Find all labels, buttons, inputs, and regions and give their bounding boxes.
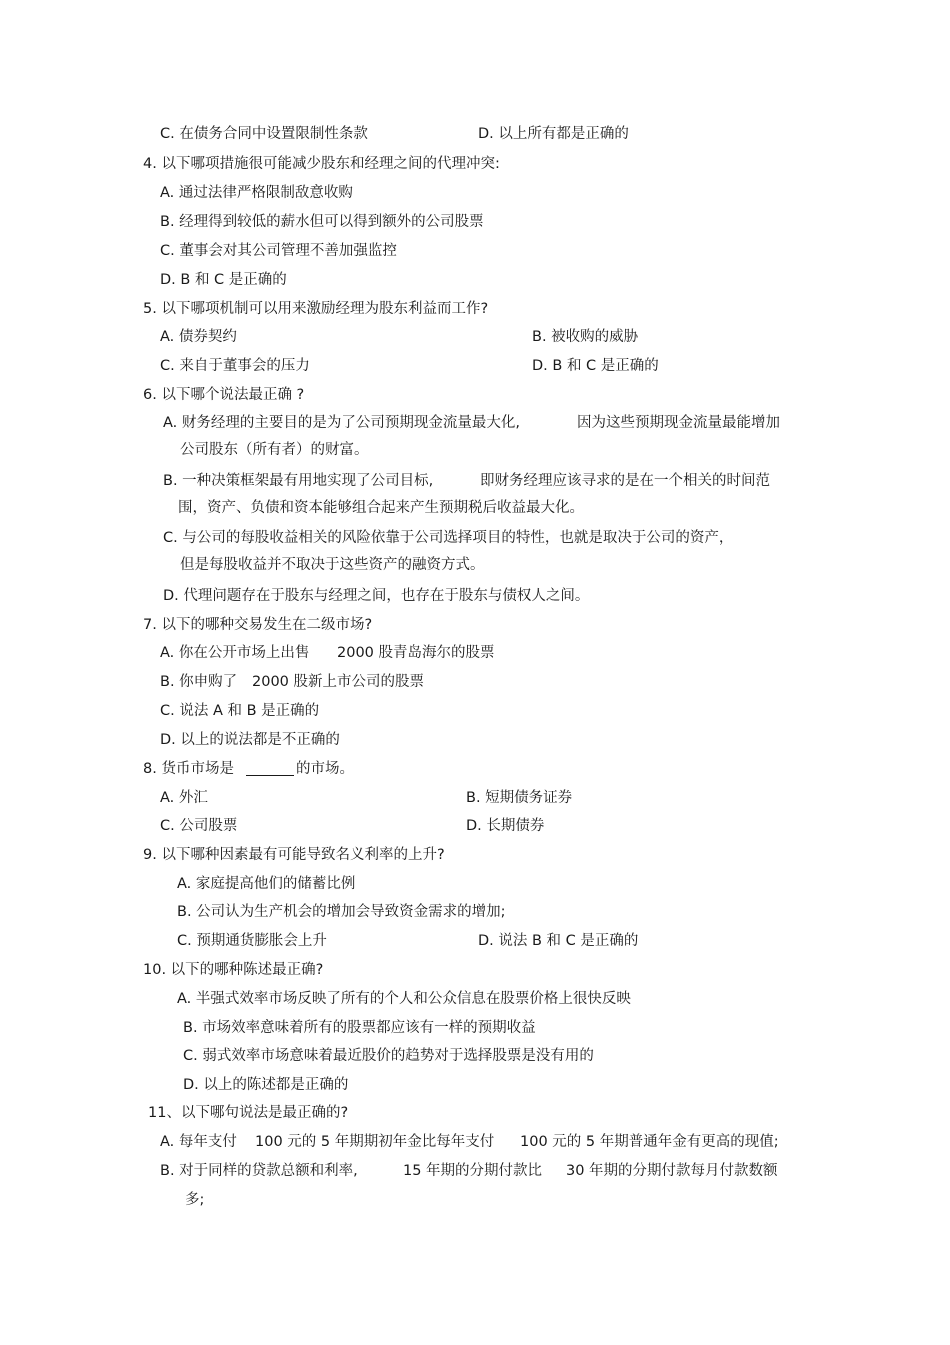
answer-blank	[246, 775, 294, 776]
option-10a: A. 半强式效率市场反映了所有的个人和公众信息在股票价格上很快反映	[177, 991, 631, 1007]
question-6: 6. 以下哪个说法最正确 ?	[143, 387, 305, 403]
option-10c: C. 弱式效率市场意味着最近股价的趋势对于选择股票是没有用的	[183, 1048, 594, 1064]
option-9a: A. 家庭提高他们的储蓄比例	[177, 876, 356, 892]
option-11b-cont2: 30 年期的分期付款每月付款数额	[566, 1163, 778, 1179]
option-11a-cont1: 100 元的 5 年期期初年金比每年支付	[255, 1134, 495, 1150]
option-5b: B. 被收购的威胁	[532, 329, 639, 345]
option-6a-line1-cont: 因为这些预期现金流量最能增加	[577, 415, 780, 431]
option-8c: C. 公司股票	[160, 818, 238, 834]
option-9c: C. 预期通货膨胀会上升	[177, 933, 327, 949]
option-6b-line1-cont: 即财务经理应该寻求的是在一个相关的时间范	[480, 473, 770, 489]
option-7b: B. 你申购了	[160, 674, 238, 690]
option-11b: B. 对于同样的贷款总额和利率,	[160, 1163, 358, 1179]
question-8: 8. 货币市场是	[143, 761, 234, 777]
option-7a: A. 你在公开市场上出售	[160, 645, 310, 661]
option-6a-line2: 公司股东（所有者）的财富。	[180, 442, 369, 458]
option-6b-line1: B. 一种决策框架最有用地实现了公司目标,	[163, 473, 434, 489]
option-7c: C. 说法 A 和 B 是正确的	[160, 703, 320, 719]
option-11b-line2: 多;	[185, 1192, 205, 1208]
option-5c: C. 来自于董事会的压力	[160, 358, 310, 374]
option-7b-cont: 2000 股新上市公司的股票	[252, 674, 425, 690]
option-3c: C. 在债务合同中设置限制性条款	[160, 126, 368, 142]
option-8d: D. 长期债券	[466, 818, 545, 834]
option-7d: D. 以上的说法都是不正确的	[160, 732, 340, 748]
question-4: 4. 以下哪项措施很可能减少股东和经理之间的代理冲突:	[143, 156, 500, 172]
option-11a: A. 每年支付	[160, 1134, 237, 1150]
option-6b-line2: 围，资产、负债和资本能够组合起来产生预期税后收益最大化。	[178, 500, 584, 516]
option-9b: B. 公司认为生产机会的增加会导致资金需求的增加;	[177, 904, 506, 920]
option-5d: D. B 和 C 是正确的	[532, 358, 659, 374]
option-3d: D. 以上所有都是正确的	[478, 126, 629, 142]
option-10d: D. 以上的陈述都是正确的	[183, 1077, 349, 1093]
option-6c-line2: 但是每股收益并不取决于这些资产的融资方式。	[180, 557, 485, 573]
option-4b: B. 经理得到较低的薪水但可以得到额外的公司股票	[160, 214, 484, 230]
option-6d: D. 代理问题存在于股东与经理之间，也存在于股东与债权人之间。	[163, 588, 590, 604]
question-11: 11、以下哪句说法是最正确的?	[148, 1105, 349, 1121]
option-6a-line1: A. 财务经理的主要目的是为了公司预期现金流量最大化,	[163, 415, 520, 431]
option-5a: A. 债券契约	[160, 329, 237, 345]
option-4c: C. 董事会对其公司管理不善加强监控	[160, 243, 397, 259]
option-10b: B. 市场效率意味着所有的股票都应该有一样的预期收益	[183, 1020, 536, 1036]
question-10: 10. 以下的哪种陈述最正确?	[143, 962, 324, 978]
question-8-cont: 的市场。	[296, 761, 354, 777]
option-11b-cont1: 15 年期的分期付款比	[403, 1163, 543, 1179]
option-8b: B. 短期债务证券	[466, 790, 573, 806]
option-9d: D. 说法 B 和 C 是正确的	[478, 933, 639, 949]
option-4a: A. 通过法律严格限制敌意收购	[160, 185, 353, 201]
option-11a-cont2: 100 元的 5 年期普通年金有更高的现值;	[520, 1134, 779, 1150]
option-8a: A. 外汇	[160, 790, 208, 806]
question-9: 9. 以下哪种因素最有可能导致名义利率的上升?	[143, 847, 445, 863]
option-4d: D. B 和 C 是正确的	[160, 272, 287, 288]
option-7a-cont: 2000 股青岛海尔的股票	[337, 645, 495, 661]
question-5: 5. 以下哪项机制可以用来激励经理为股东利益而工作?	[143, 301, 489, 317]
question-7: 7. 以下的哪种交易发生在二级市场?	[143, 617, 373, 633]
option-6c-line1: C. 与公司的每股收益相关的风险依靠于公司选择项目的特性，也就是取决于公司的资产，	[163, 530, 734, 546]
